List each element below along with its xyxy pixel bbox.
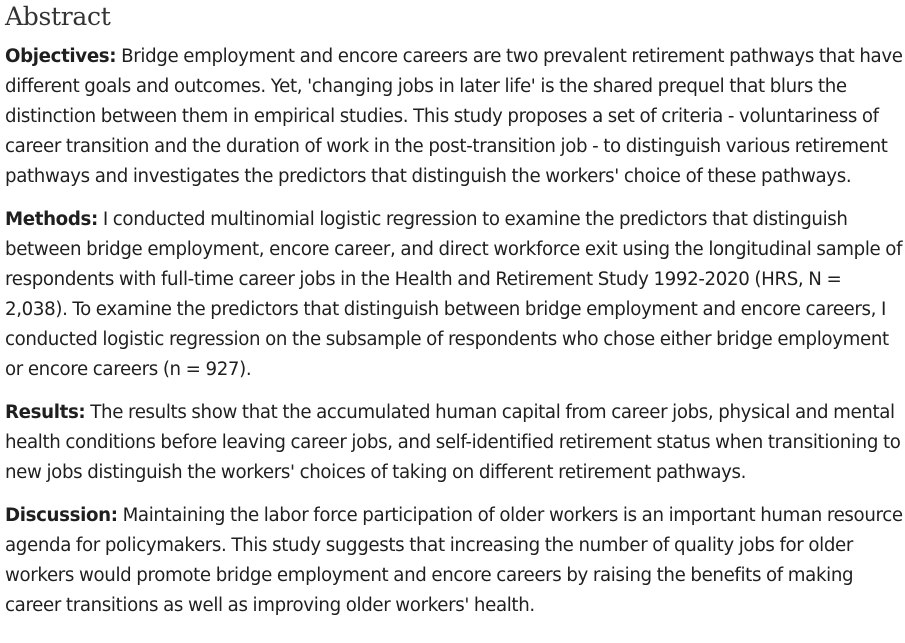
- results-paragraph: [5, 398, 905, 488]
- objectives-label: Objectives:: [5, 46, 117, 67]
- results-text: The results show that the accumulated human capital from career jobs, physical and mental health conditions before leaving career jobs, and self-identified retirement status when transitioning to new jobs distinguish the workers' choices of taking on different retirement pathways.: [5, 402, 901, 483]
- methods-text: I conducted multinomial logistic regression to examine the predictors that distinguish between bridge employment, encore career, and direct workforce exit using the longitudinal sample of respondents with full-time career jobs in the Health and Retirement Study 1992-2020 (HRS, N = 2,038). To examine the predictors that distinguish between bridge employment and encore careers, I conducted logistic regression on the subsample of respondents who chose either bridge employment or encore careers (n = 927).: [5, 209, 903, 380]
- methods-label: Methods:: [5, 209, 98, 230]
- results-label: Results:: [5, 402, 86, 423]
- discussion-paragraph: [5, 501, 905, 621]
- objectives-text: Bridge employment and encore careers are two prevalent retirement pathways that have different goals and outcomes. Yet, 'changing jobs in later life' is the shared prequel that blurs the distinction between them in empirical studies. This study proposes a set of criteria - voluntariness of career transition and the duration of work in the post-transition job - to distinguish various retirement pathways and investigates the predictors that distinguish the workers' choice of these pathways.: [5, 46, 903, 187]
- abstract-heading: Abstract: [5, 2, 111, 31]
- discussion-text: Maintaining the labor force participation of older workers is an important human resource agenda for policymakers. This study suggests that increasing the number of quality jobs for older workers would promote bridge employment and encore careers by raising the benefits of making career transitions as well as improving older workers' health.: [5, 505, 903, 616]
- methods-paragraph: [5, 205, 905, 385]
- objectives-paragraph: [5, 42, 905, 192]
- discussion-label: Discussion:: [5, 505, 118, 526]
